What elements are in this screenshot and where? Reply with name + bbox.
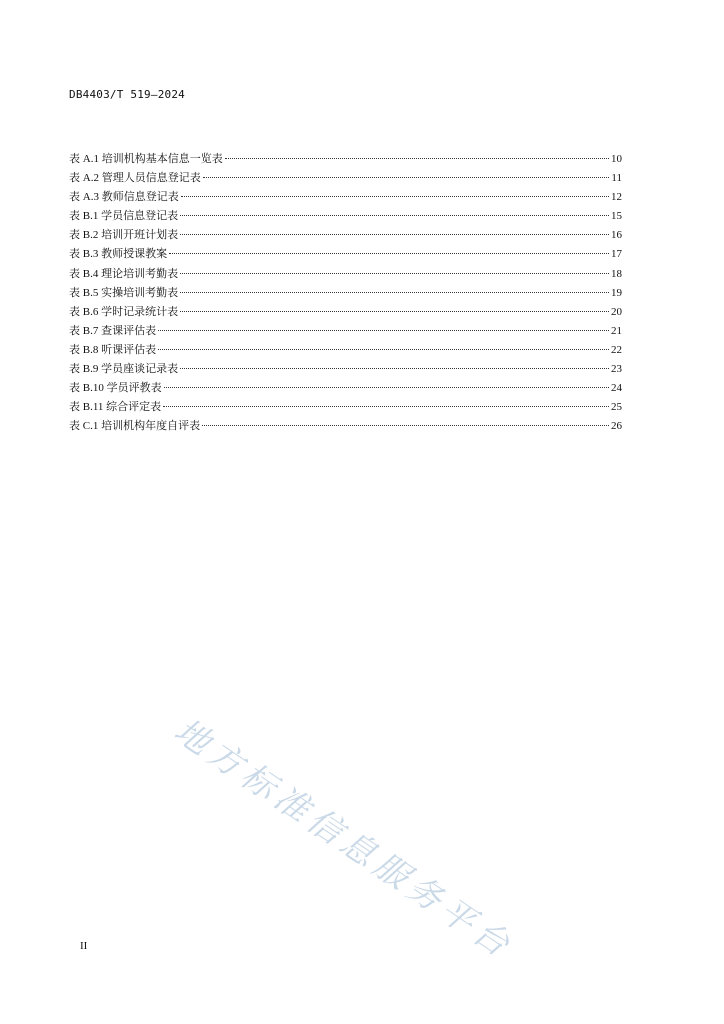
toc-leader-dots [158, 348, 609, 350]
toc-entry-label: 表 B.5 实操培训考勤表 [69, 286, 179, 299]
toc-entry[interactable] [69, 417, 622, 436]
toc-leader-dots [180, 233, 609, 235]
toc-entry-label: 表 A.2 管理人员信息登记表 [69, 172, 201, 185]
toc-entry[interactable] [69, 169, 622, 188]
watermark-text: 地方标准信息服务平台 [166, 710, 521, 968]
toc-entry-label: 表 B.10 学员评教表 [69, 382, 162, 395]
toc-entry[interactable] [69, 379, 622, 398]
toc-entry-label: 表 B.4 理论培训考勤表 [69, 267, 179, 280]
toc-entry-label: 表 B.6 学时记录统计表 [69, 305, 179, 318]
toc-entry[interactable] [69, 398, 622, 417]
toc-entry[interactable] [69, 265, 622, 284]
table-of-contents-list [69, 150, 622, 436]
toc-entry-page: 22 [611, 343, 622, 356]
toc-entry-page: 10 [611, 153, 622, 165]
toc-entry-page: 19 [611, 286, 622, 299]
toc-entry[interactable] [69, 226, 622, 245]
toc-leader-dots [158, 329, 609, 331]
toc-entry-label: 表 B.8 听课评估表 [69, 343, 157, 356]
toc-entry-label: 表 B.9 学员座谈记录表 [69, 363, 179, 376]
document-code: DB4403/T 519—2024 [69, 88, 185, 101]
toc-entry-label: 表 B.11 综合评定表 [69, 401, 162, 414]
toc-entry-label: 表 B.7 查课评估表 [69, 324, 157, 337]
toc-entry-page: 23 [611, 363, 622, 376]
toc-leader-dots [180, 367, 609, 369]
toc-entry[interactable] [69, 303, 622, 322]
toc-leader-dots [203, 176, 610, 178]
toc-leader-dots [164, 386, 609, 388]
toc-leader-dots [181, 195, 609, 197]
toc-entry[interactable] [69, 322, 622, 341]
toc-entry[interactable] [69, 150, 622, 169]
toc-entry-page: 24 [611, 382, 622, 395]
toc-entry-page: 16 [611, 229, 622, 242]
toc-entry-label: 表 B.2 培训开班计划表 [69, 229, 179, 242]
toc-leader-dots [225, 157, 609, 159]
toc-entry-page: 20 [611, 305, 622, 318]
toc-entry-page: 12 [611, 191, 622, 204]
toc-entry-label: 表 B.1 学员信息登记表 [69, 210, 179, 223]
toc-entry-page: 25 [611, 401, 622, 414]
toc-entry[interactable] [69, 284, 622, 303]
toc-entry[interactable] [69, 245, 622, 264]
toc-leader-dots [180, 272, 609, 274]
toc-entry[interactable] [69, 360, 622, 379]
toc-entry[interactable] [69, 188, 622, 207]
toc-entry-page: 11 [611, 172, 622, 185]
toc-leader-dots [180, 291, 609, 293]
toc-entry-page: 26 [611, 420, 622, 433]
toc-entry-label: 表 C.1 培训机构年度自评表 [69, 420, 201, 433]
toc-entry[interactable] [69, 207, 622, 226]
toc-entry-label: 表 A.1 培训机构基本信息一览表 [69, 153, 223, 165]
toc-entry[interactable] [69, 341, 622, 360]
toc-entry-label: 表 A.3 教师信息登记表 [69, 191, 179, 204]
toc-leader-dots [202, 424, 609, 426]
toc-leader-dots [169, 252, 609, 254]
toc-leader-dots [180, 310, 609, 312]
toc-leader-dots [180, 214, 609, 216]
toc-entry-page: 15 [611, 210, 622, 223]
page-number: II [80, 940, 88, 952]
toc-entry-label: 表 B.3 教师授课教案 [69, 248, 168, 261]
toc-entry-page: 21 [611, 324, 622, 337]
toc-leader-dots [163, 405, 609, 407]
toc-entry-page: 17 [611, 248, 622, 261]
toc-entry-page: 18 [611, 267, 622, 280]
